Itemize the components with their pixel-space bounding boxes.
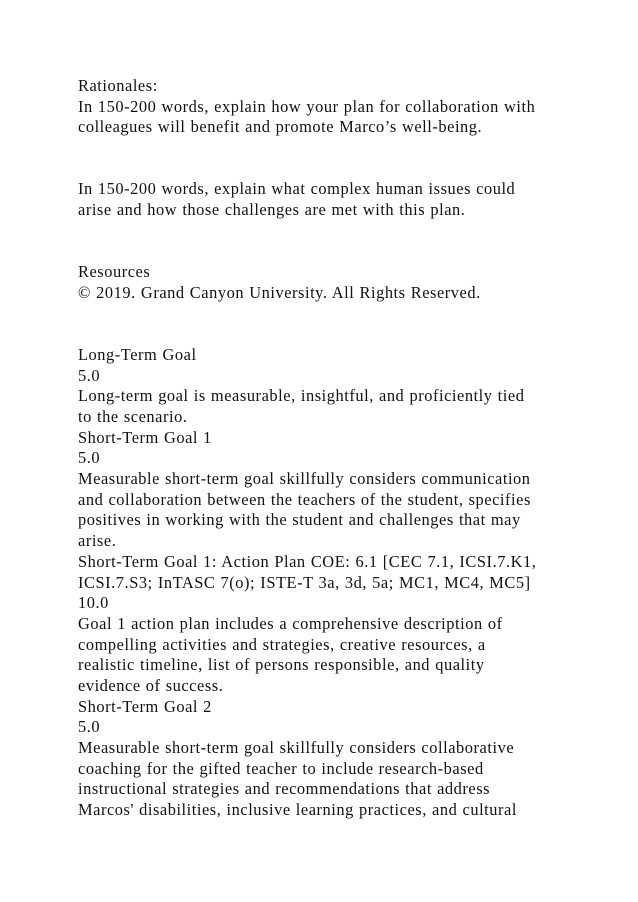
- rubric-points: 5.0: [78, 448, 101, 468]
- rubric-points: 5.0: [78, 365, 101, 385]
- rubric-description-line: Marcos' disabilities, inclusive learning practices, and cultural: [78, 800, 517, 820]
- rubric-description-line: instructional strategies and recommendations that address: [78, 779, 491, 799]
- rubric-title-long-term-goal: Long-Term Goal: [78, 344, 197, 364]
- spacer: [78, 304, 618, 345]
- rubric-points: 5.0: [78, 717, 101, 737]
- prompt-1-line-2: colleagues will benefit and promote Marco’s well-being.: [78, 117, 483, 137]
- rubric-description-line: compelling activities and strategies, creative resources, a: [78, 634, 486, 654]
- document-page: [78, 76, 618, 821]
- rubric-description-line: arise.: [78, 531, 117, 551]
- rubric-description-line: Long-term goal is measurable, insightful, and proficiently tied: [78, 386, 525, 406]
- prompt-2-line-1: In 150-200 words, explain what complex human issues could: [78, 179, 516, 199]
- rationales-heading: Rationales:: [78, 76, 158, 95]
- rubric-description-line: coaching for the gifted teacher to include research-based: [78, 758, 484, 778]
- rubric-title-short-term-goal-2: Short-Term Goal 2: [78, 696, 212, 716]
- spacer: [78, 138, 618, 179]
- rubric-description-line: and collaboration between the teachers of the student, specifies: [78, 489, 531, 509]
- rubric-description-line: to the scenario.: [78, 407, 188, 427]
- prompt-2-line-2: arise and how those challenges are met with this plan.: [78, 200, 466, 220]
- rubric-title-action-plan-1: Short-Term Goal 1: Action Plan COE: 6.1 [CEC 7.1, ICSI.7.K1,: [78, 551, 537, 571]
- resources-heading: Resources: [78, 262, 151, 282]
- spacer: [78, 221, 618, 262]
- rubric-description-line: Goal 1 action plan includes a comprehensive description of: [78, 613, 503, 633]
- rubric-description-line: positives in working with the student and challenges that may: [78, 510, 521, 530]
- rubric-title-action-plan-1-cont: ICSI.7.S3; InTASC 7(o); ISTE-T 3a, 3d, 5a; MC1, MC4, MC5]: [78, 572, 531, 592]
- rubric-points: 10.0: [78, 593, 109, 613]
- rubric-title-short-term-goal-1: Short-Term Goal 1: [78, 427, 212, 447]
- copyright-notice: © 2019. Grand Canyon University. All Rights Reserved.: [78, 282, 481, 302]
- rubric-description-line: evidence of success.: [78, 675, 224, 695]
- rubric-description-line: Measurable short-term goal skillfully considers communication: [78, 469, 531, 489]
- prompt-1-line-1: In 150-200 words, explain how your plan for collaboration with: [78, 96, 536, 116]
- rubric-description-line: realistic timeline, list of persons responsible, and quality: [78, 655, 485, 675]
- rubric-description-line: Measurable short-term goal skillfully considers collaborative: [78, 738, 515, 758]
